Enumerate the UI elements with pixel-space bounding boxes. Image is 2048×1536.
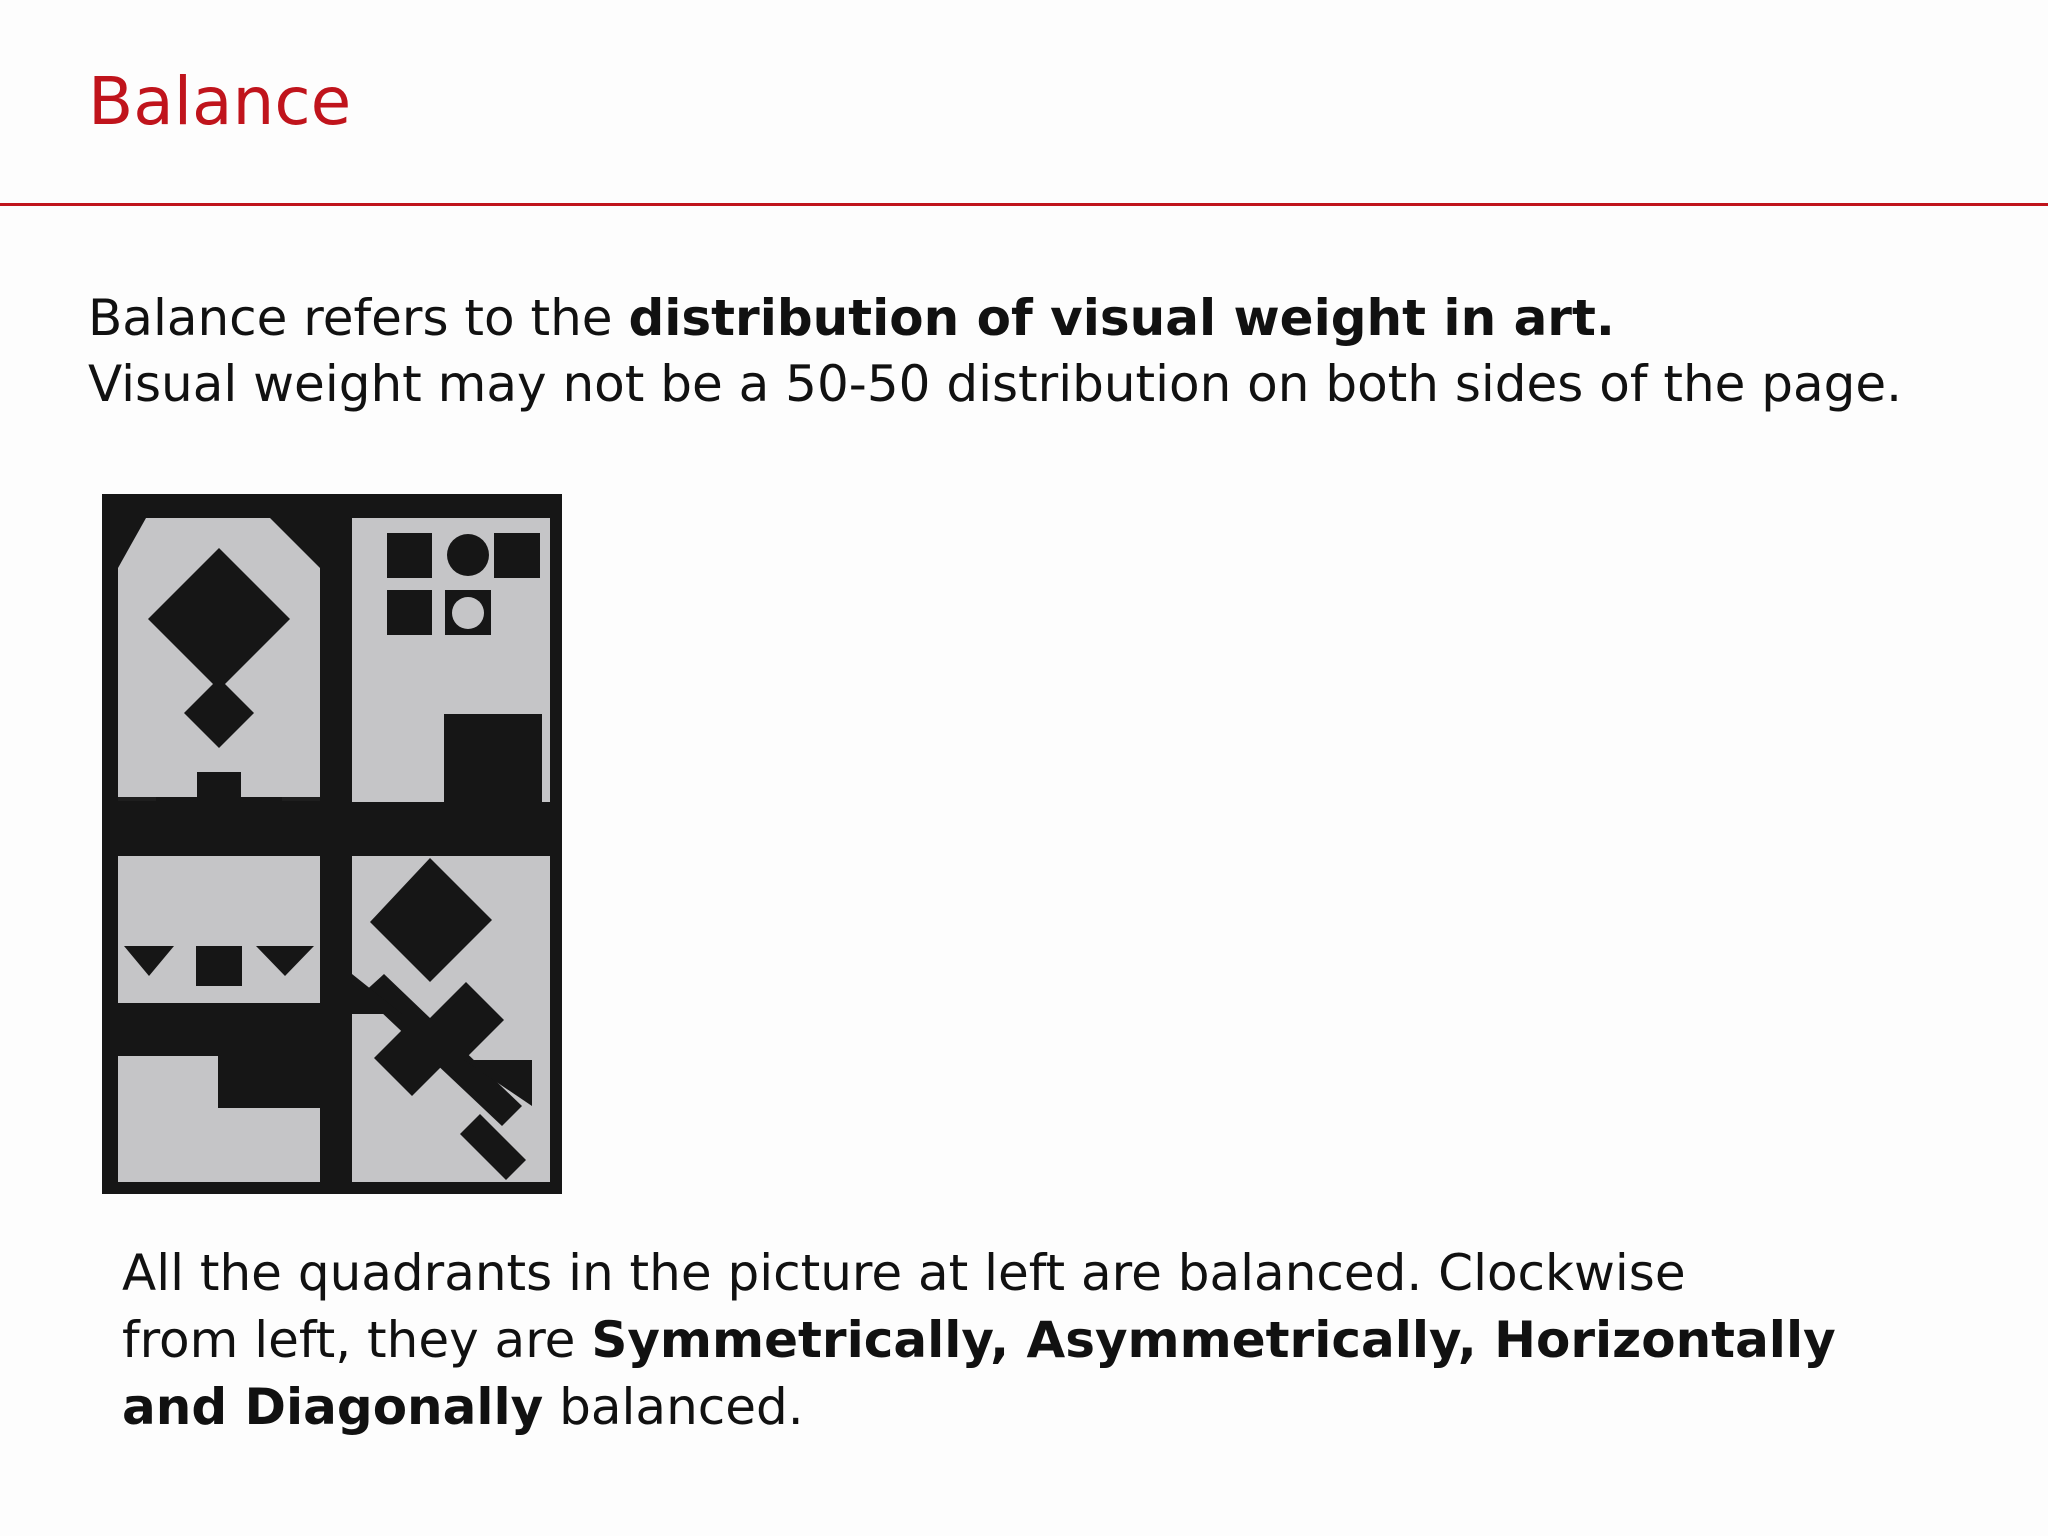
caption-line-1: All the quadrants in the picture at left are balanced. Clockwise — [122, 1244, 1686, 1302]
intro-line-1 — [88, 285, 1902, 351]
title-divider — [0, 203, 2048, 206]
slide-title: Balance — [88, 63, 352, 140]
quadrant-diagonal — [352, 856, 550, 1182]
quadrant-asymmetrical — [352, 518, 550, 812]
caption-line-3 — [122, 1374, 1882, 1441]
intro-line-1-bold: distribution of visual weight in art. — [628, 289, 1615, 347]
caption-line-2 — [122, 1307, 1882, 1374]
quadrant-symmetrical — [118, 518, 320, 805]
intro-text — [88, 285, 1902, 417]
balance-quadrants-artwork — [102, 494, 562, 1194]
caption-line-3-plain: balanced. — [543, 1378, 804, 1436]
intro-line-2: Visual weight may not be a 50-50 distribution on both sides of the page. — [88, 355, 1903, 413]
caption-line-2-plain: from left, they are — [122, 1311, 592, 1369]
caption-text — [122, 1240, 1882, 1441]
caption-line-2-bold: Symmetrically, Asymmetrically, Horizontally — [591, 1311, 1836, 1369]
intro-line-1-plain: Balance refers to the — [88, 289, 629, 347]
caption-line-3-bold: and Diagonally — [122, 1378, 544, 1436]
